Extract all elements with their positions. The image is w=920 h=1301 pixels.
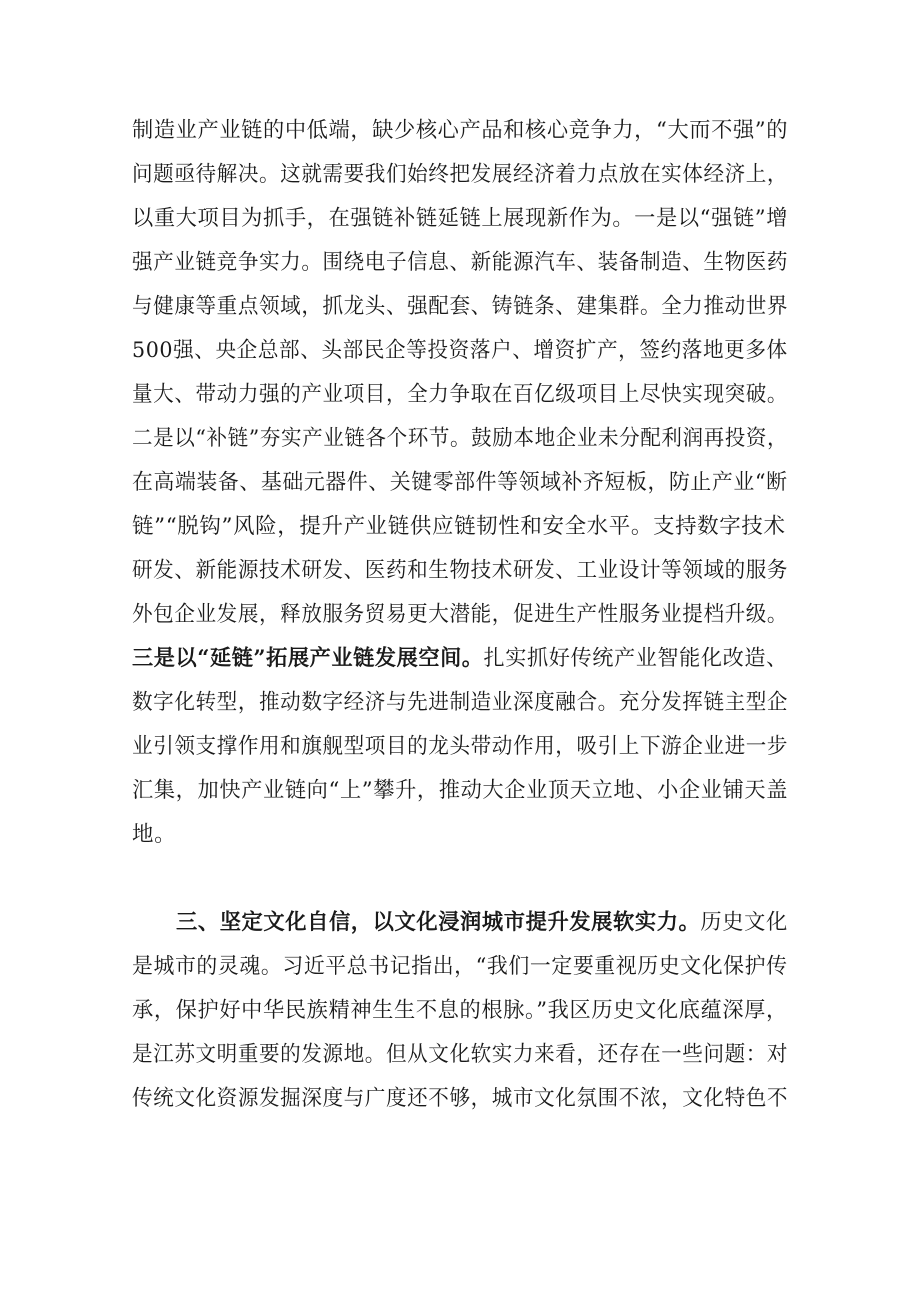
text-line: 与健康等重点领域，抓龙头、强配套、铸链条、建集群。全力推动世界: [132, 294, 789, 319]
text-line: 地。: [132, 822, 177, 847]
text-line: 汇集，加快产业链向“上”攀升，推动大企业顶天立地、小企业铺天盖: [132, 778, 789, 803]
text-line: 500强、央企总部、头部民企等投资落户、增资扩产，签约落地更多体: [132, 338, 788, 363]
text-line: 业引领支撑作用和旗舰型项目的龙头带动作用，吸引上下游企业进一步: [132, 734, 789, 759]
text-line: 强产业链竞争实力。围绕电子信息、新能源汽车、装备制造、生物医药: [132, 250, 789, 275]
text-line: 二是以“补链”夯实产业链各个环节。鼓励本地企业未分配利润再投资，: [132, 426, 789, 451]
text-line: 承，保护好中华民族精神生生不息的根脉。”我区历史文化底蕴深厚，: [132, 998, 788, 1023]
text-line: 是江苏文明重要的发源地。但从文化软实力来看，还存在一些问题：对: [132, 1042, 789, 1067]
section-heading: 三、坚定文化自信，以文化浸润城市提升发展软实力。: [176, 910, 701, 935]
bold-lead-phrase: 三是以“延链”拓展产业链发展空间。: [132, 646, 484, 671]
text-line: 量大、带动力强的产业项目，全力争取在百亿级项目上尽快实现突破。: [132, 382, 789, 407]
text-line: 链”“脱钩”风险，提升产业链供应链韧性和安全水平。支持数字技术: [132, 514, 786, 539]
text-line: 在高端装备、基础元器件、关键零部件等领域补齐短板，防止产业“断: [132, 470, 788, 495]
text-line: [132, 644, 788, 674]
section-heading-line: [176, 908, 788, 938]
lead-rest-text: 扎实抓好传统产业智能化改造、: [483, 646, 788, 671]
text-line: 研发、新能源技术研发、医药和生物技术研发、工业设计等领域的服务: [132, 558, 789, 583]
text-line: 以重大项目为抓手，在强链补链延链上展现新作为。一是以“强链”增: [132, 206, 789, 231]
text-line: 问题亟待解决。这就需要我们始终把发展经济着力点放在实体经济上，: [132, 162, 789, 187]
text-line: 外包企业发展，释放服务贸易更大潜能，促进生产性服务业提档升级。: [132, 602, 789, 627]
text-line: 数字化转型，推动数字经济与先进制造业深度融合。充分发挥链主型企: [132, 690, 789, 715]
text-line: 制造业产业链的中低端，缺少核心产品和核心竞争力，“大而不强”的: [132, 118, 789, 143]
heading-rest-text: 历史文化: [700, 910, 788, 935]
text-line: 是城市的灵魂。习近平总书记指出，“我们一定要重视历史文化保护传: [132, 954, 788, 979]
text-line: 传统文化资源发掘深度与广度还不够，城市文化氛围不浓，文化特色不: [132, 1086, 789, 1111]
